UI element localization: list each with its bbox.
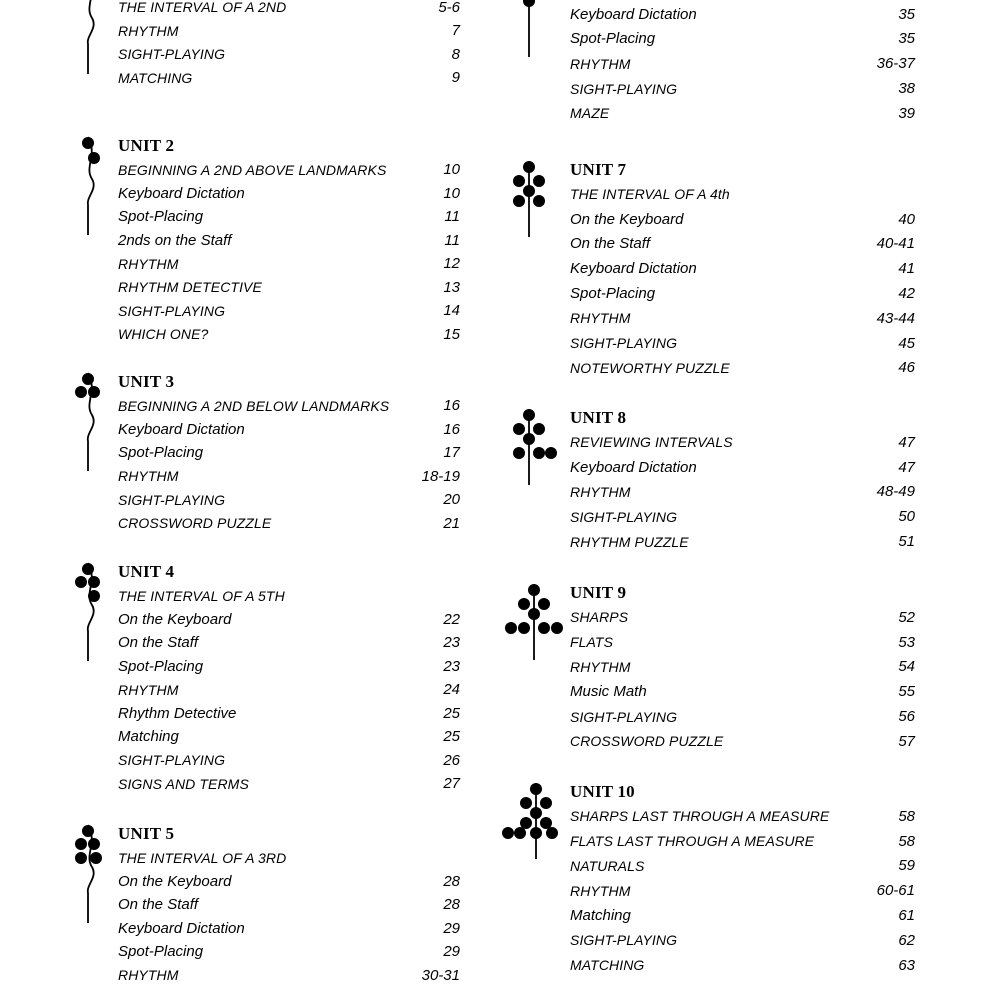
toc-entry-page-number: 38 bbox=[898, 80, 915, 98]
toc-entry-page-number: 13 bbox=[443, 278, 460, 296]
toc-entry-page-number: 17 bbox=[443, 444, 460, 462]
toc-entry[interactable] bbox=[570, 704, 915, 729]
toc-entry[interactable] bbox=[570, 804, 915, 829]
toc-entry-page-number: 10 bbox=[443, 161, 460, 179]
note-dot bbox=[518, 598, 530, 610]
toc-entry[interactable] bbox=[570, 207, 915, 232]
toc-entry[interactable] bbox=[118, 846, 460, 870]
toc-entry-page-number: 30-31 bbox=[421, 966, 460, 984]
toc-entry-label: RHYTHM bbox=[118, 967, 179, 984]
toc-entry-label: NATURALS bbox=[570, 857, 645, 874]
toc-entry-page-number: 16 bbox=[443, 420, 460, 438]
vine-7-notes-icon bbox=[495, 157, 553, 267]
note-dot bbox=[538, 598, 550, 610]
toc-entry-label: RHYTHM bbox=[570, 55, 631, 72]
toc-entry-label: RHYTHM bbox=[118, 22, 179, 39]
toc-entry-page-number: 47 bbox=[898, 433, 915, 451]
toc-entry-label: Rhythm Detective bbox=[118, 704, 237, 722]
toc-entry-page-number: 18-19 bbox=[421, 467, 460, 485]
toc-entry[interactable] bbox=[570, 679, 915, 704]
note-dot bbox=[523, 409, 535, 421]
unit-entries bbox=[570, 157, 915, 380]
toc-entry[interactable] bbox=[118, 276, 460, 300]
toc-entry-page-number: 26 bbox=[443, 751, 460, 769]
toc-entry-label: REVIEWING INTERVALS bbox=[570, 434, 733, 451]
note-dot bbox=[538, 622, 550, 634]
toc-entry-label: Keyboard Dictation bbox=[118, 184, 245, 202]
toc-entry[interactable] bbox=[118, 66, 460, 90]
toc-entry-label: RHYTHM DETECTIVE bbox=[118, 279, 262, 296]
note-dot bbox=[530, 783, 542, 795]
toc-entry-label: SHARPS LAST THROUGH A MEASURE bbox=[570, 808, 830, 825]
note-dot bbox=[528, 608, 540, 620]
toc-entry-page-number: 8 bbox=[451, 45, 460, 63]
toc-entry-page-number: 15 bbox=[443, 325, 460, 343]
toc-entry-page-number: 14 bbox=[443, 302, 460, 320]
toc-entry-page-number: 40-41 bbox=[876, 235, 915, 253]
toc-entry[interactable] bbox=[118, 488, 460, 512]
vine-8-notes-icon bbox=[495, 405, 553, 515]
toc-entry-page-number: 28 bbox=[443, 896, 460, 914]
toc-entry[interactable] bbox=[118, 631, 460, 655]
vine-9-notes-icon bbox=[495, 580, 553, 690]
toc-entry-label: SIGHT-PLAYING bbox=[118, 46, 226, 63]
toc-entry-label: SIGHT-PLAYING bbox=[570, 508, 678, 525]
toc-entry[interactable] bbox=[118, 229, 460, 253]
note-dot bbox=[518, 622, 530, 634]
toc-entry-label: SIGHT-PLAYING bbox=[118, 302, 226, 319]
toc-entry-page-number: 46 bbox=[898, 359, 915, 377]
toc-entry[interactable] bbox=[118, 584, 460, 608]
toc-entry-label: On the Keyboard bbox=[118, 610, 232, 628]
toc-entry[interactable] bbox=[118, 893, 460, 917]
note-dot bbox=[513, 175, 525, 187]
toc-entry-label: CROSSWORD PUZZLE bbox=[570, 733, 724, 750]
toc-entry-label: WHICH ONE? bbox=[118, 326, 209, 343]
toc-entry-label: Keyboard Dictation bbox=[570, 260, 697, 278]
note-dot bbox=[82, 137, 94, 149]
toc-entry-label: THE INTERVAL OF A 2ND bbox=[118, 0, 287, 16]
note-dot bbox=[513, 423, 525, 435]
note-dot bbox=[533, 175, 545, 187]
toc-entry-page-number: 29 bbox=[443, 919, 460, 937]
unit-title: UNIT 5 bbox=[118, 824, 175, 843]
toc-entry-page-number: 23 bbox=[443, 634, 460, 652]
toc-entry-page-number: 54 bbox=[898, 658, 915, 676]
note-dot bbox=[90, 852, 102, 864]
toc-entry-label: FLATS bbox=[570, 634, 614, 651]
toc-entry-page-number: 39 bbox=[898, 104, 915, 122]
toc-entry[interactable] bbox=[118, 158, 460, 182]
toc-entry-label: SIGHT-PLAYING bbox=[570, 932, 678, 949]
toc-entry-page-number: 5-6 bbox=[438, 0, 460, 16]
toc-entry-label: Keyboard Dictation bbox=[570, 5, 697, 23]
toc-entry-page-number: 60-61 bbox=[876, 882, 915, 900]
note-dot bbox=[520, 797, 532, 809]
toc-entry-page-number: 45 bbox=[898, 334, 915, 352]
toc-entry-label: RHYTHM bbox=[570, 658, 631, 675]
note-dot bbox=[530, 827, 542, 839]
toc-entry-page-number: 22 bbox=[443, 610, 460, 628]
note-dot bbox=[523, 0, 535, 7]
note-dot bbox=[82, 825, 94, 837]
vine-1-note-icon bbox=[60, 0, 118, 82]
toc-entry-page-number: 41 bbox=[898, 260, 915, 278]
toc-entry[interactable] bbox=[570, 281, 915, 306]
toc-entry-label: RHYTHM bbox=[570, 483, 631, 500]
toc-entry[interactable] bbox=[570, 76, 915, 101]
toc-entry-page-number: 25 bbox=[443, 704, 460, 722]
toc-entry-page-number: 10 bbox=[443, 184, 460, 202]
toc-entry[interactable] bbox=[570, 655, 915, 680]
note-dot bbox=[523, 185, 535, 197]
toc-entry-label: Spot-Placing bbox=[118, 657, 204, 675]
toc-entry[interactable] bbox=[570, 455, 915, 480]
toc-entry-page-number: 24 bbox=[443, 681, 460, 699]
vine-3-notes-icon bbox=[60, 369, 118, 479]
toc-entry-page-number: 23 bbox=[443, 657, 460, 675]
toc-entry[interactable] bbox=[570, 529, 915, 554]
toc-entry[interactable] bbox=[118, 0, 460, 19]
toc-entry[interactable] bbox=[570, 878, 915, 903]
toc-entry[interactable] bbox=[118, 772, 460, 796]
vine-5-notes-icon bbox=[60, 821, 118, 931]
note-dot bbox=[540, 797, 552, 809]
unit-title: UNIT 2 bbox=[118, 136, 175, 155]
toc-entry-page-number: 56 bbox=[898, 708, 915, 726]
toc-entry-label: Spot-Placing bbox=[570, 285, 656, 303]
toc-entry-label: MATCHING bbox=[570, 957, 645, 974]
unit-entries bbox=[570, 580, 915, 754]
toc-entry-page-number: 53 bbox=[898, 633, 915, 651]
note-dot bbox=[540, 817, 552, 829]
toc-entry[interactable] bbox=[118, 19, 460, 43]
toc-entry[interactable] bbox=[118, 512, 460, 536]
note-dot bbox=[88, 386, 100, 398]
toc-entry-label: Matching bbox=[570, 907, 631, 925]
note-dot bbox=[528, 584, 540, 596]
vine-2-notes-icon bbox=[60, 133, 118, 243]
toc-entry[interactable] bbox=[570, 605, 915, 630]
vine-4-notes-icon bbox=[60, 559, 118, 669]
note-dot bbox=[75, 838, 87, 850]
note-dot bbox=[513, 447, 525, 459]
unit-title: UNIT 7 bbox=[570, 160, 627, 179]
toc-entry-page-number: 35 bbox=[898, 30, 915, 48]
toc-entry[interactable] bbox=[570, 306, 915, 331]
toc-entry-page-number: 12 bbox=[443, 255, 460, 273]
toc-entry[interactable] bbox=[570, 256, 915, 281]
toc-entry[interactable] bbox=[570, 2, 915, 27]
toc-entry-label: CROSSWORD PUZZLE bbox=[118, 515, 272, 532]
toc-entry[interactable] bbox=[118, 940, 460, 964]
unit-title: UNIT 8 bbox=[570, 408, 627, 427]
toc-entry-page-number: 59 bbox=[898, 857, 915, 875]
note-dot bbox=[533, 423, 545, 435]
toc-entry[interactable] bbox=[118, 182, 460, 206]
toc-entry-page-number: 16 bbox=[443, 397, 460, 415]
toc-entry-label: On the Staff bbox=[118, 896, 199, 914]
toc-entry-page-number: 9 bbox=[451, 69, 460, 87]
toc-entry-page-number: 47 bbox=[898, 458, 915, 476]
toc-entry-label: MAZE bbox=[570, 105, 610, 122]
toc-entry-label: RHYTHM bbox=[118, 681, 179, 698]
toc-entry-label: MATCHING bbox=[118, 69, 193, 86]
toc-entry[interactable] bbox=[570, 829, 915, 854]
toc-entry-page-number: 50 bbox=[898, 508, 915, 526]
toc-entry-label: RHYTHM bbox=[118, 468, 179, 485]
unit-title: UNIT 9 bbox=[570, 583, 627, 602]
unit-entries bbox=[118, 821, 460, 987]
unit-entries bbox=[570, 405, 915, 554]
note-dot bbox=[514, 827, 526, 839]
toc-entry[interactable] bbox=[570, 630, 915, 655]
toc-entry-label: Spot-Placing bbox=[118, 208, 204, 226]
toc-entry[interactable] bbox=[570, 928, 915, 953]
toc-entry-page-number: 29 bbox=[443, 943, 460, 961]
note-dot bbox=[88, 590, 100, 602]
note-dot bbox=[505, 622, 517, 634]
toc-entry-label: SIGNS AND TERMS bbox=[118, 775, 249, 792]
toc-entry[interactable] bbox=[118, 964, 460, 988]
toc-entry-label: RHYTHM PUZZLE bbox=[570, 533, 689, 550]
toc-entry-label: On the Keyboard bbox=[118, 872, 232, 890]
unit-entries bbox=[570, 0, 915, 126]
toc-entry-page-number: 63 bbox=[898, 956, 915, 974]
note-dot bbox=[520, 817, 532, 829]
toc-entry-page-number: 62 bbox=[898, 931, 915, 949]
unit-entries bbox=[118, 0, 460, 90]
toc-entry[interactable] bbox=[118, 323, 460, 347]
toc-entry-label: SHARPS bbox=[570, 609, 629, 626]
toc-entry-label: SIGHT-PLAYING bbox=[118, 491, 226, 508]
toc-entry-label: NOTEWORTHY PUZZLE bbox=[570, 359, 730, 376]
toc-entry[interactable] bbox=[118, 418, 460, 442]
note-dot bbox=[88, 152, 100, 164]
unit-entries bbox=[570, 779, 915, 978]
note-dot bbox=[513, 195, 525, 207]
unit-title: UNIT 10 bbox=[570, 782, 635, 801]
toc-entry[interactable] bbox=[118, 725, 460, 749]
unit-title: UNIT 4 bbox=[118, 562, 175, 581]
toc-entry-page-number: 61 bbox=[898, 907, 915, 925]
toc-entry-label: Keyboard Dictation bbox=[118, 919, 245, 937]
toc-entry-page-number: 42 bbox=[898, 285, 915, 303]
toc-entry-page-number: 48-49 bbox=[876, 483, 915, 501]
toc-entry-page-number: 27 bbox=[443, 775, 460, 793]
toc-entry[interactable] bbox=[118, 252, 460, 276]
toc-entry[interactable] bbox=[570, 729, 915, 754]
toc-entry-label: Spot-Placing bbox=[118, 943, 204, 961]
toc-entry-page-number: 28 bbox=[443, 872, 460, 890]
toc-entry-label: Spot-Placing bbox=[118, 444, 204, 462]
toc-entry-page-number: 20 bbox=[443, 491, 460, 509]
toc-entry[interactable] bbox=[570, 182, 915, 207]
vine-stem bbox=[88, 0, 94, 74]
toc-entry-label: On the Keyboard bbox=[570, 210, 684, 228]
toc-entry-label: SIGHT-PLAYING bbox=[118, 752, 226, 769]
toc-entry-label: 2nds on the Staff bbox=[118, 231, 232, 249]
toc-entry-page-number: 36-37 bbox=[876, 55, 915, 73]
toc-entry[interactable] bbox=[118, 678, 460, 702]
unit-title: UNIT 3 bbox=[118, 372, 175, 391]
unit-entries bbox=[118, 559, 460, 796]
note-dot bbox=[545, 447, 557, 459]
toc-entry[interactable] bbox=[570, 854, 915, 879]
toc-entry[interactable] bbox=[570, 51, 915, 76]
toc-entry-page-number: 21 bbox=[443, 514, 460, 532]
toc-entry[interactable] bbox=[570, 356, 915, 381]
toc-entry[interactable] bbox=[570, 430, 915, 455]
toc-entry-label: On the Staff bbox=[118, 634, 199, 652]
toc-entry[interactable] bbox=[118, 608, 460, 632]
toc-entry[interactable] bbox=[570, 331, 915, 356]
toc-entry[interactable] bbox=[118, 749, 460, 773]
toc-entry-label: THE INTERVAL OF A 4th bbox=[570, 186, 730, 203]
toc-entry[interactable] bbox=[118, 441, 460, 465]
toc-entry[interactable] bbox=[570, 504, 915, 529]
note-dot bbox=[533, 195, 545, 207]
toc-entry-page-number: 55 bbox=[898, 683, 915, 701]
toc-entry-label: RHYTHM bbox=[118, 255, 179, 272]
note-dot bbox=[502, 827, 514, 839]
toc-entry[interactable] bbox=[570, 232, 915, 257]
toc-entry[interactable] bbox=[570, 480, 915, 505]
unit-entries bbox=[118, 133, 460, 346]
toc-entry-label: Music Math bbox=[570, 683, 647, 701]
toc-entry[interactable] bbox=[118, 205, 460, 229]
toc-entry-label: BEGINNING A 2ND ABOVE LANDMARKS bbox=[118, 161, 387, 178]
toc-entry-page-number: 51 bbox=[898, 533, 915, 551]
toc-entry-page-number: 40 bbox=[898, 210, 915, 228]
toc-entry-label: RHYTHM bbox=[570, 882, 631, 899]
toc-entry[interactable] bbox=[118, 655, 460, 679]
note-dot bbox=[523, 161, 535, 173]
toc-entry[interactable] bbox=[570, 953, 915, 978]
toc-entry-label: BEGINNING A 2ND BELOW LANDMARKS bbox=[118, 397, 390, 414]
note-dot bbox=[75, 852, 87, 864]
note-dot bbox=[88, 576, 100, 588]
unit-entries bbox=[118, 369, 460, 535]
note-dot bbox=[82, 373, 94, 385]
toc-entry-label: FLATS LAST THROUGH A MEASURE bbox=[570, 833, 815, 850]
toc-entry[interactable] bbox=[118, 43, 460, 67]
toc-entry[interactable] bbox=[118, 394, 460, 418]
note-dot bbox=[75, 576, 87, 588]
toc-entry-page-number: 52 bbox=[898, 608, 915, 626]
note-dot bbox=[88, 838, 100, 850]
toc-entry-page-number: 58 bbox=[898, 832, 915, 850]
toc-entry-label: SIGHT-PLAYING bbox=[570, 80, 678, 97]
toc-entry[interactable] bbox=[118, 702, 460, 726]
toc-entry-page-number: 57 bbox=[898, 732, 915, 750]
vine-6-notes-icon bbox=[495, 0, 553, 87]
toc-entry-page-number: 25 bbox=[443, 728, 460, 746]
note-dot bbox=[523, 433, 535, 445]
toc-entry[interactable] bbox=[118, 870, 460, 894]
note-dot bbox=[546, 827, 558, 839]
toc-entry-label: Spot-Placing bbox=[570, 30, 656, 48]
toc-entry-page-number: 35 bbox=[898, 5, 915, 23]
toc-entry-page-number: 11 bbox=[444, 208, 460, 226]
note-dot bbox=[533, 447, 545, 459]
note-dot bbox=[82, 563, 94, 575]
toc-entry-label: Keyboard Dictation bbox=[570, 458, 697, 476]
note-dot bbox=[530, 807, 542, 819]
toc-entry[interactable] bbox=[118, 917, 460, 941]
toc-entry-page-number: 43-44 bbox=[876, 309, 915, 327]
note-dot bbox=[551, 622, 563, 634]
toc-entry[interactable] bbox=[570, 27, 915, 52]
toc-entry-page-number: 11 bbox=[444, 231, 460, 249]
toc-entry-label: RHYTHM bbox=[570, 310, 631, 327]
toc-entry[interactable] bbox=[570, 903, 915, 928]
note-dot bbox=[75, 386, 87, 398]
vine-10-notes-icon bbox=[495, 779, 553, 889]
toc-entry-label: Keyboard Dictation bbox=[118, 420, 245, 438]
toc-entry-label: On the Staff bbox=[570, 235, 651, 253]
toc-entry[interactable] bbox=[118, 299, 460, 323]
toc-entry-label: THE INTERVAL OF A 3RD bbox=[118, 849, 287, 866]
toc-entry-label: SIGHT-PLAYING bbox=[570, 335, 678, 352]
vine-stem bbox=[88, 137, 94, 235]
toc-entry[interactable] bbox=[118, 465, 460, 489]
toc-entry-label: Matching bbox=[118, 728, 179, 746]
toc-entry-page-number: 58 bbox=[898, 807, 915, 825]
toc-entry[interactable] bbox=[570, 101, 915, 126]
toc-entry-label: THE INTERVAL OF A 5TH bbox=[118, 587, 285, 604]
toc-entry-page-number: 7 bbox=[451, 22, 460, 40]
toc-entry-label: SIGHT-PLAYING bbox=[570, 708, 678, 725]
